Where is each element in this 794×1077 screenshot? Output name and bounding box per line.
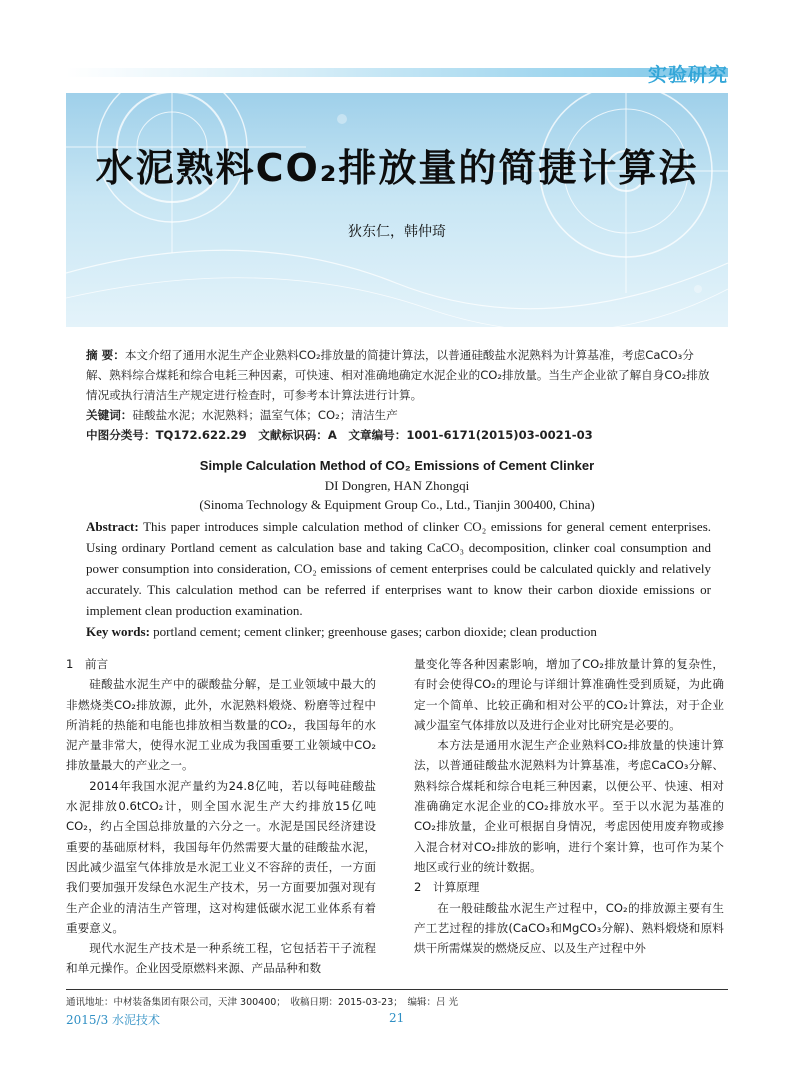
section-heading-2: 2 计算原理	[414, 880, 480, 895]
chinese-keywords	[86, 405, 714, 425]
chinese-abstract-block	[86, 345, 714, 445]
paragraph: 现代水泥生产技术是一种系统工程，它包括若干子流程和单元操作。企业因受原燃料来源、产品品种和数	[66, 941, 376, 976]
paragraph: 2014年我国水泥产量约为24.8亿吨，若以每吨硅酸盐水泥排放0.6tCO₂计，则全国水泥生产大约排放15亿吨CO₂，约占全国总排放量的六分之一。水泥是国民经济建设重要的基础原材料，我国每年仍然需要大量的硅酸盐水泥，因此减少温室气体排放是水泥工业义不容辞的责任，一方面我们要加强开发绿色水泥生产技术，另一方面要加强对现有生产企业的清洁生产管理，这对构建低碳水泥工业体系有着重要意义。	[66, 778, 376, 935]
abstract-label: 摘 要：	[86, 348, 125, 362]
english-keywords-label: Key words:	[86, 624, 150, 639]
abstract-text: 本文介绍了通用水泥生产企业熟料CO₂排放量的简捷计算法，以普通硅酸盐水泥熟料为计算基准，考虑CaCO₃分解、熟料综合煤耗和综合电耗三种因素，可快速、相对准确地确定水泥企业的CO₂排放量。当生产企业欲了解自身CO₂排放情况或执行清洁生产规定进行检查时，可参考本计算法进行计算。	[86, 348, 710, 402]
page-number: 21	[389, 1011, 405, 1025]
keywords-text: 硅酸盐水泥；水泥熟料；温室气体；CO₂；清洁生产	[132, 408, 398, 422]
body-column-left	[66, 654, 376, 979]
english-abstract	[86, 516, 711, 621]
journal-name: 2015/3 水泥技术	[66, 1013, 161, 1027]
chinese-abstract	[86, 345, 714, 405]
banner-decoration	[66, 93, 728, 327]
paragraph: 硅酸盐水泥生产中的碳酸盐分解，是工业领域中最大的非燃烧类CO₂排放源，此外，水泥熟料煅烧、粉磨等过程中所消耗的热能和电能也排放相当数量的CO₂，我国每年的水泥产量非常大，使得水泥工业成为我国重要工业领域中CO₂排放量最大的产业之一。	[66, 677, 376, 773]
keywords-label: 关键词：	[86, 408, 133, 422]
paragraph: 量变化等各种因素影响，增加了CO₂排放量计算的复杂性，有时会使得CO₂的理论与详细计算准确性受到质疑，为此确定一个简单、比较正确和相对公平的CO₂计算法，对于企业减少温室气体排放以及进行企业对比研究是必要的。	[414, 657, 724, 732]
english-abstract-text: This paper introduces simple calculation method of clinker CO₂ emissions for general cement enterprises. Using ordinary Portland cement as calculation base and taking CaCO₃ decomposition, clinker coal consumption and power consumption into consideration, CO₂ emissions of cement enterprises could be calculated quickly and relatively accurately. This calculation method can be referred if enterprises want to know their carbon dioxide emissions or implement clean production examination.	[86, 519, 712, 618]
english-abstract-block	[86, 516, 711, 642]
section-tag: 实验研究	[647, 64, 728, 86]
header-rule	[66, 68, 728, 77]
section-heading-1: 1 前言	[66, 657, 109, 671]
footnote-rule	[66, 989, 728, 990]
article-authors: 狄东仁，韩仲琦	[348, 224, 446, 240]
paragraph: 本方法是通用水泥生产企业熟料CO₂排放量的快速计算法，以普通硅酸盐水泥熟料为计算基准，考虑CaCO₃分解、熟料综合煤耗和综合电耗三种因素，以便公平、快速、相对准确确定水泥企业的CO₂排放水平。至于以水泥为基准的CO₂排放量，企业可根据自身情况，考虑因使用废弃物或掺入混合材对CO₂排放的影响，进行个案计算，也可作为某个地区或行业的统计数据。	[414, 738, 724, 874]
footnote: 通讯地址：中材装备集团有限公司，天津 300400； 收稿日期：2015-03-23； 编辑：吕 光	[66, 997, 459, 1008]
english-keywords-text: portland cement; cement clinker; greenhouse gases; carbon dioxide; clean production	[153, 624, 597, 639]
body-column-right	[414, 654, 724, 958]
english-keywords	[86, 621, 711, 642]
english-abstract-label: Abstract:	[86, 519, 139, 534]
english-title: Simple Calculation Method of CO₂ Emissions of Cement Clinker	[199, 458, 595, 473]
article-title: 水泥熟料CO₂排放量的简捷计算法	[95, 146, 699, 190]
english-authors: DI Dongren, HAN Zhongqi	[324, 478, 470, 493]
english-affiliation: (Sinoma Technology & Equipment Group Co., Ltd., Tianjin 300400, China)	[199, 497, 595, 512]
classification-line: 中图分类号：TQ172.622.29 文献标识码：A 文章编号：1001-6171(2015)03-0021-03	[86, 428, 593, 442]
paragraph: 在一般硅酸盐水泥生产过程中，CO₂的排放源主要有生产工艺过程的排放(CaCO₃和MgCO₃分解)、熟料煅烧和原料烘干所需煤炭的燃烧反应、以及生产过程中外	[414, 900, 724, 956]
title-banner	[66, 93, 728, 327]
